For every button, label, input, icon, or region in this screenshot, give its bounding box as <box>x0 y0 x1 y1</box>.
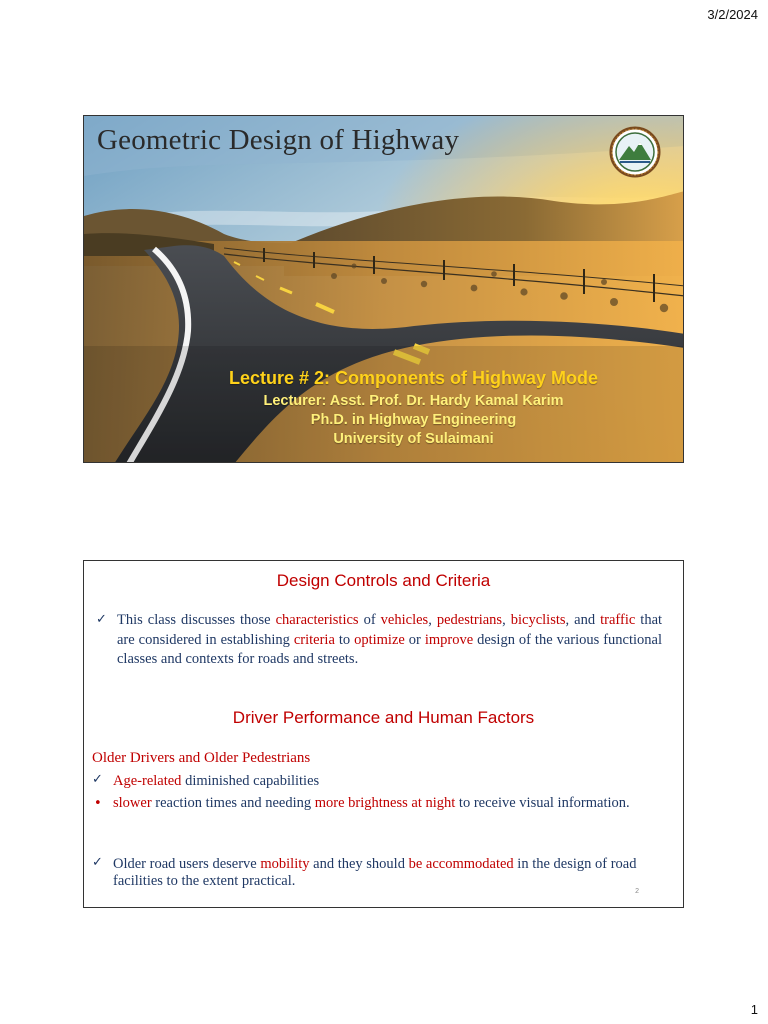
checkmark-icon: ✓ <box>96 612 107 627</box>
highlighted-term: pedestrians <box>436 612 503 628</box>
section-heading-driver-performance: Driver Performance and Human Factors <box>232 708 535 727</box>
highlighted-term: vehicles <box>380 612 429 628</box>
text-run: Older road users deserve <box>113 856 261 872</box>
lecture-info <box>144 368 683 447</box>
text-run: , and <box>565 612 601 628</box>
university-seal-icon <box>607 126 663 182</box>
text-run: of <box>358 612 381 628</box>
text-run: to <box>334 631 355 648</box>
text-run: This class discusses those <box>117 612 276 628</box>
highlighted-term: slower <box>113 795 152 811</box>
checkmark-icon: ✓ <box>92 855 103 870</box>
highlighted-term: characteristics <box>275 612 359 628</box>
highlighted-term: optimize <box>354 631 405 648</box>
slide-number: 2 <box>635 888 639 895</box>
highlighted-term: traffic <box>600 612 636 628</box>
highlighted-term: Age-related <box>113 773 182 789</box>
page-number: 1 <box>750 1002 758 1017</box>
lecturer-degree: Ph.D. in Highway Engineering <box>310 412 517 428</box>
text-run: that are considered in establishing <box>117 612 663 648</box>
highlighted-term: bicyclists <box>510 612 566 628</box>
list-item <box>113 772 658 792</box>
list-item <box>113 856 658 890</box>
highlighted-term: criteria <box>293 631 335 648</box>
text-run: , <box>502 612 511 628</box>
slide-title: Geometric Design of Highway <box>97 124 460 156</box>
text-run: , <box>428 612 437 628</box>
lecturer-name: Lecturer: Asst. Prof. Dr. Hardy Kamal Karim <box>263 393 564 409</box>
page-date: 3/2/2024 <box>707 7 758 22</box>
section-heading-design-controls: Design Controls and Criteria <box>276 571 491 590</box>
text-run: in the design of road facilities to the extent practical. <box>113 856 637 889</box>
highlighted-term: mobility <box>260 856 310 872</box>
text-run: to receive visual information. <box>455 795 630 811</box>
lecture-title: Lecture # 2: Components of Highway Mode <box>228 368 599 388</box>
title-slide <box>83 115 684 463</box>
highlighted-term: improve <box>424 631 474 648</box>
highlighted-term: more brightness at night <box>314 795 456 811</box>
content-slide <box>83 560 684 908</box>
text-run: and they should <box>309 856 409 872</box>
university-name: University of Sulaimani <box>333 431 494 447</box>
text-run: reaction times and needing <box>151 795 315 811</box>
text-run: design of the various functional classes and contexts for roads and streets. <box>117 631 662 667</box>
highlighted-term: be accommodated <box>408 856 514 872</box>
subheading-older-drivers: Older Drivers and Older Pedestrians <box>92 750 311 766</box>
text-run: or <box>404 631 425 648</box>
checkmark-icon: ✓ <box>92 772 103 787</box>
bullet-icon: • <box>94 796 102 811</box>
text-run: diminished capabilities <box>181 773 320 789</box>
list-item <box>113 795 658 812</box>
intro-paragraph <box>117 611 662 670</box>
